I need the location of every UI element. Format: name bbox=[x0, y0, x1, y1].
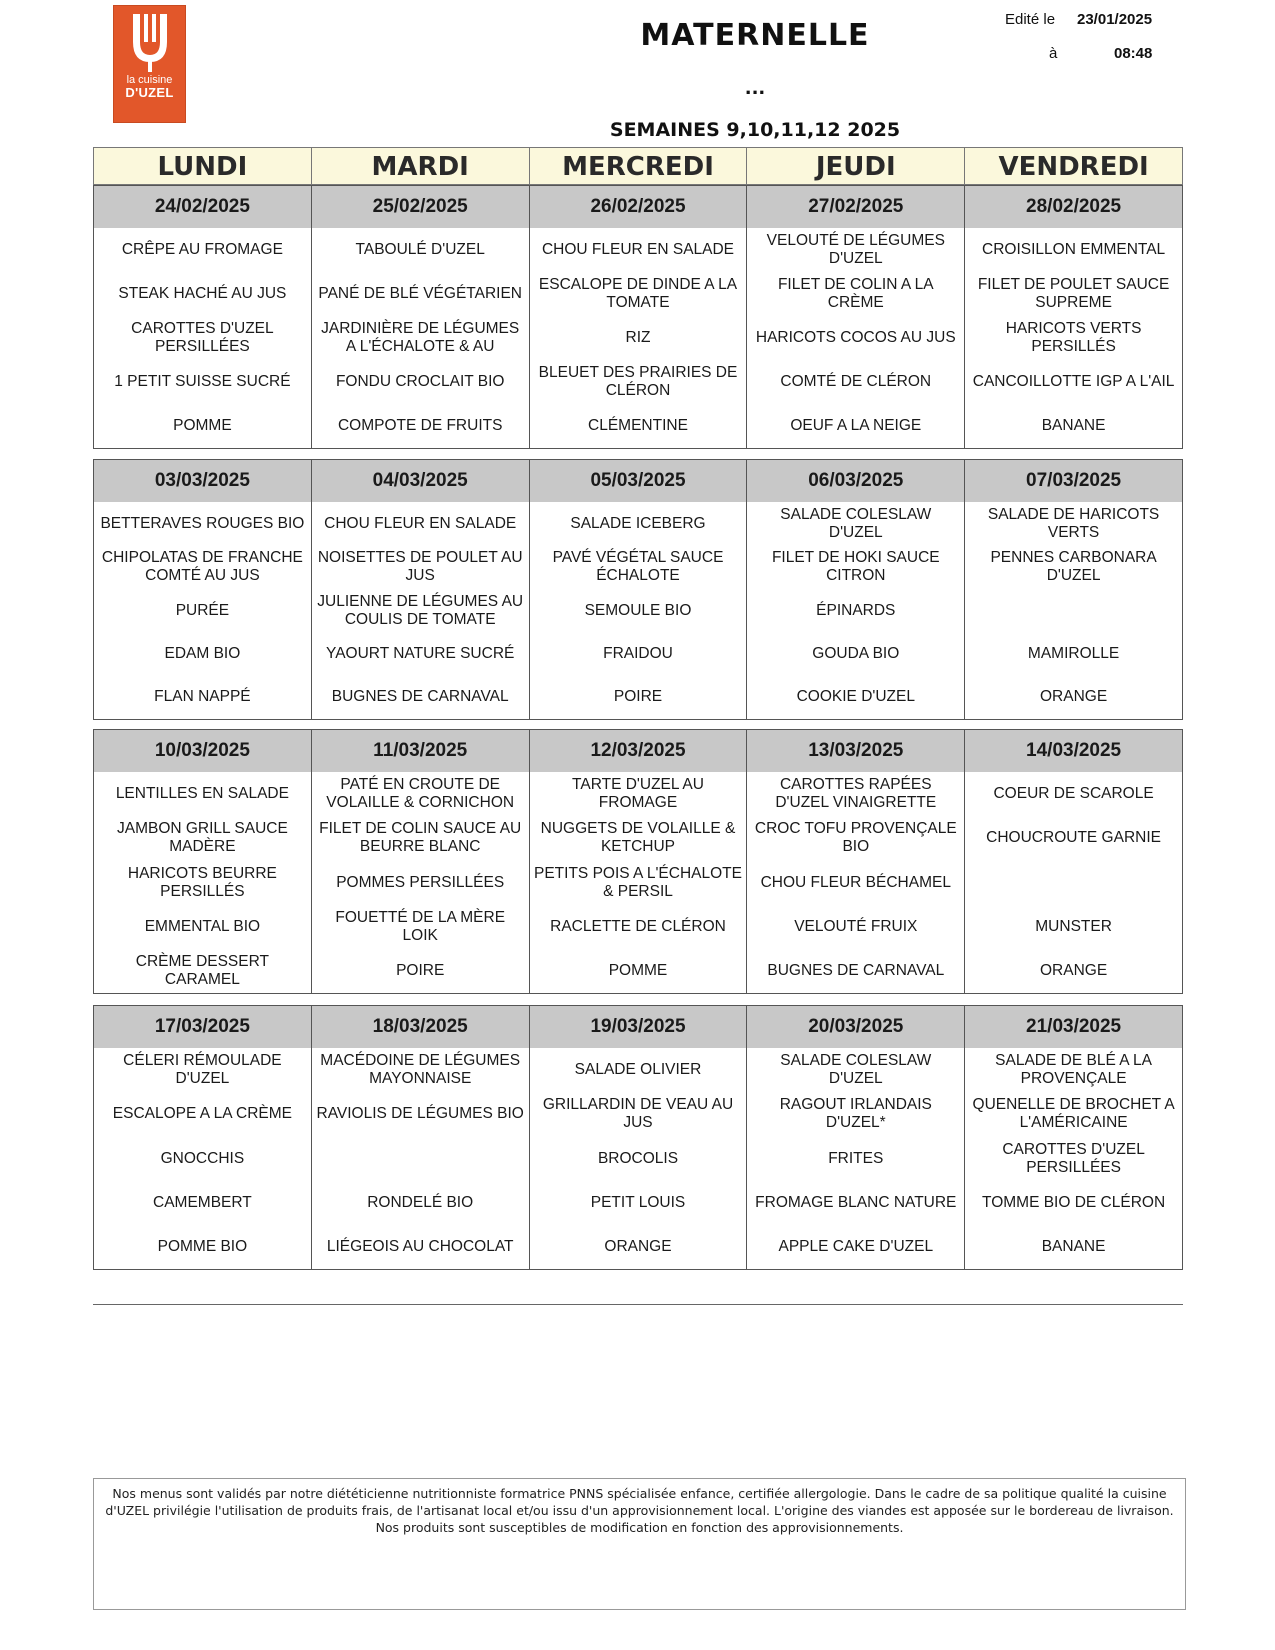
menu-item bbox=[965, 589, 1182, 632]
menu-item: CROISILLON EMMENTAL bbox=[982, 241, 1166, 258]
menu-item: RAGOUT IRLANDAIS D'UZEL* bbox=[779, 1096, 932, 1132]
menu-item: FRITES bbox=[828, 1149, 884, 1167]
menu-item: RIZ bbox=[625, 329, 651, 346]
day-date: 28/02/2025 bbox=[965, 186, 1182, 228]
day-header-monday: LUNDI bbox=[94, 148, 312, 184]
menu-item: POIRE bbox=[396, 961, 445, 979]
menu-item: CANCOILLOTTE IGP A L'AIL bbox=[972, 373, 1175, 390]
menu-item: CLÉMENTINE bbox=[588, 417, 688, 434]
logo-line-1: la cuisine bbox=[126, 74, 173, 86]
day-header-tuesday: MARDI bbox=[312, 148, 530, 184]
menu-item: CROC TOFU PROVENÇALE BIO bbox=[754, 820, 957, 856]
menu-item: BUGNES DE CARNAVAL bbox=[331, 688, 509, 706]
menu-item: SALADE COLESLAW D'UZEL bbox=[780, 1052, 932, 1088]
menu-item: SALADE ICEBERG bbox=[570, 514, 706, 532]
menu-item: PATÉ EN CROUTE DE VOLAILLE & CORNICHON bbox=[326, 776, 515, 812]
menu-item: HARICOTS BEURRE PERSILLÉS bbox=[127, 864, 277, 900]
menu-item: BETTERAVES ROUGES BIO bbox=[100, 514, 305, 532]
day-header-row bbox=[93, 147, 1183, 185]
menu-item: ESCALOPE DE DINDE A LA TOMATE bbox=[538, 276, 738, 311]
menu-item: ORANGE bbox=[1039, 961, 1108, 979]
menu-item: NUGGETS DE VOLAILLE & KETCHUP bbox=[540, 820, 736, 856]
day-column bbox=[94, 460, 312, 719]
day-date: 17/03/2025 bbox=[94, 1006, 311, 1048]
menu-item: PETITS POIS A L'ÉCHALOTE & PERSIL bbox=[534, 864, 742, 900]
day-column bbox=[312, 460, 530, 719]
menu-item: PURÉE bbox=[175, 601, 230, 619]
menu-item: QUENELLE DE BROCHET A L'AMÉRICAINE bbox=[972, 1096, 1175, 1132]
menu-item: GRILLARDIN DE VEAU AU JUS bbox=[542, 1096, 734, 1132]
menu-item: FROMAGE BLANC NATURE bbox=[755, 1193, 957, 1211]
menu-item: JAMBON GRILL SAUCE MADÈRE bbox=[116, 820, 288, 856]
menu-item: 1 PETIT SUISSE SUCRÉ bbox=[114, 373, 291, 390]
day-date: 06/03/2025 bbox=[747, 460, 964, 502]
menu-item: MACÉDOINE DE LÉGUMES MAYONNAISE bbox=[320, 1052, 521, 1088]
menu-item: POMME bbox=[608, 961, 668, 979]
day-column bbox=[965, 460, 1182, 719]
weeks-label: SEMAINES 9,10,11,12 2025 bbox=[609, 119, 901, 141]
footer-line-1: Nos menus sont validés par notre diététicienne nutritionniste formatrice PNNS spécialisée enfance, certifiée allergologie. Dans le cadre de sa politique qualité la cuisine bbox=[112, 1486, 1167, 1501]
day-date: 25/02/2025 bbox=[312, 186, 529, 228]
menu-item: CAROTTES RAPÉES D'UZEL VINAIGRETTE bbox=[775, 776, 937, 812]
menu-item: RONDELÉ BIO bbox=[367, 1193, 474, 1211]
divider bbox=[93, 1304, 1183, 1305]
menu-item: COMTÉ DE CLÉRON bbox=[780, 373, 932, 390]
edited-date: 23/01/2025 bbox=[1077, 11, 1153, 28]
menu-item: PETIT LOUIS bbox=[590, 1193, 686, 1211]
menu-item: RAVIOLIS DE LÉGUMES BIO bbox=[316, 1105, 524, 1123]
day-column bbox=[747, 460, 965, 719]
day-date: 10/03/2025 bbox=[94, 730, 311, 772]
menu-item: BROCOLIS bbox=[597, 1149, 679, 1167]
menu-item: MAMIROLLE bbox=[1027, 644, 1120, 662]
menu-item: POMME bbox=[173, 417, 232, 434]
menu-item: FLAN NAPPÉ bbox=[154, 688, 251, 706]
menu-item: ORANGE bbox=[604, 1237, 672, 1255]
day-column bbox=[94, 1006, 312, 1269]
day-header-wednesday: MERCREDI bbox=[530, 148, 748, 184]
menu-item: CHOUCROUTE GARNIE bbox=[986, 829, 1161, 847]
menu-item: JARDINIÈRE DE LÉGUMES A L'ÉCHALOTE & AU bbox=[321, 320, 520, 355]
day-column bbox=[94, 186, 312, 448]
day-column bbox=[747, 186, 965, 448]
menu-item: GOUDA BIO bbox=[812, 644, 900, 662]
menu-item: JULIENNE DE LÉGUMES AU COULIS DE TOMATE bbox=[317, 592, 524, 628]
menu-item: CAROTTES D'UZEL PERSILLÉES bbox=[1002, 1140, 1145, 1176]
day-column bbox=[747, 730, 965, 993]
menu-item: CRÊPE AU FROMAGE bbox=[121, 241, 283, 258]
week-block bbox=[93, 459, 1183, 720]
day-column bbox=[94, 730, 312, 993]
menu-item: SALADE OLIVIER bbox=[574, 1061, 702, 1079]
menu-item: POIRE bbox=[613, 688, 663, 706]
menu-item: SALADE DE HARICOTS VERTS bbox=[987, 505, 1160, 541]
menu-item: OEUF A LA NEIGE bbox=[790, 417, 922, 434]
day-column bbox=[965, 1006, 1182, 1269]
menu-item bbox=[312, 1136, 529, 1180]
menu-item: FONDU CROCLAIT BIO bbox=[335, 373, 505, 390]
menu-item: TARTE D'UZEL AU FROMAGE bbox=[572, 776, 704, 812]
menu-item: ORANGE bbox=[1039, 688, 1108, 706]
menu-item: GNOCCHIS bbox=[160, 1149, 245, 1167]
day-column bbox=[965, 730, 1182, 993]
day-column bbox=[312, 186, 530, 448]
menu-item: HARICOTS VERTS PERSILLÉS bbox=[1005, 320, 1142, 355]
edited-label: Edité le bbox=[1005, 11, 1056, 28]
day-date: 21/03/2025 bbox=[965, 1006, 1182, 1048]
menu-item: TOMME BIO DE CLÉRON bbox=[982, 1193, 1166, 1211]
menu-item: CÉLERI RÉMOULADE D'UZEL bbox=[123, 1052, 282, 1088]
menu-item: VELOUTÉ DE LÉGUMES D'UZEL bbox=[766, 232, 945, 267]
menu-item: RACLETTE DE CLÉRON bbox=[550, 917, 726, 935]
footer-note bbox=[93, 1478, 1186, 1610]
menu-item: LENTILLES EN SALADE bbox=[115, 785, 289, 803]
day-header-thursday: JEUDI bbox=[747, 148, 965, 184]
menu-item: POMMES PERSILLÉES bbox=[336, 873, 505, 891]
logo bbox=[113, 5, 186, 123]
menu-item: PANÉ DE BLÉ VÉGÉTARIEN bbox=[318, 285, 522, 302]
menu-item: ÉPINARDS bbox=[816, 601, 896, 619]
menu-item: PAVÉ VÉGÉTAL SAUCE ÉCHALOTE bbox=[552, 549, 724, 585]
day-date: 14/03/2025 bbox=[965, 730, 1182, 772]
menu-item: CHOU FLEUR BÉCHAMEL bbox=[760, 873, 951, 891]
menu-item: NOISETTES DE POULET AU JUS bbox=[317, 549, 523, 585]
menu-item: SEMOULE BIO bbox=[584, 601, 692, 619]
day-date: 20/03/2025 bbox=[747, 1006, 964, 1048]
menu-item: LIÉGEOIS AU CHOCOLAT bbox=[326, 1237, 514, 1255]
menu-item: FILET DE POULET SAUCE SUPREME bbox=[977, 276, 1170, 311]
menu-item: CHOU FLEUR EN SALADE bbox=[324, 514, 517, 532]
menu-item: CHOU FLEUR EN SALADE bbox=[541, 241, 735, 258]
week-block bbox=[93, 185, 1183, 449]
menu-item: CAMEMBERT bbox=[153, 1193, 252, 1211]
menu-item: CAROTTES D'UZEL PERSILLÉES bbox=[131, 320, 274, 355]
menu-item: BLEUET DES PRAIRIES DE CLÉRON bbox=[538, 364, 738, 399]
menu-item: POMME BIO bbox=[157, 1237, 248, 1255]
day-header-friday: VENDREDI bbox=[998, 152, 1149, 182]
day-date: 11/03/2025 bbox=[312, 730, 529, 772]
day-date: 12/03/2025 bbox=[530, 730, 747, 772]
page-title: MATERNELLE bbox=[640, 18, 870, 53]
day-column bbox=[530, 730, 748, 993]
menu-item: MUNSTER bbox=[1035, 917, 1112, 935]
menu-item: STEAK HACHÉ AU JUS bbox=[118, 285, 287, 302]
menu-item: EDAM BIO bbox=[164, 644, 241, 662]
week-block bbox=[93, 729, 1183, 994]
day-date: 26/02/2025 bbox=[530, 186, 747, 228]
fork-icon bbox=[127, 12, 173, 72]
day-date: 27/02/2025 bbox=[747, 186, 964, 228]
footer-line-2: d'UZEL privilégie l'utilisation de produits frais, de l'artisanat local et/ou issu d'un approvisionnement local. L'origine des viandes est apposée sur le bordereau de livraison. bbox=[105, 1503, 1174, 1518]
menu-item: SALADE DE BLÉ A LA PROVENÇALE bbox=[995, 1052, 1152, 1088]
menu-item: FOUETTÉ DE LA MÈRE LOIK bbox=[335, 908, 506, 944]
menu-item: FILET DE COLIN A LA CRÈME bbox=[777, 276, 934, 311]
day-date: 05/03/2025 bbox=[530, 460, 747, 502]
day-date: 19/03/2025 bbox=[530, 1006, 747, 1048]
menu-item: COOKIE D'UZEL bbox=[796, 688, 915, 706]
day-column bbox=[530, 1006, 748, 1269]
menu-item: PENNES CARBONARA D'UZEL bbox=[990, 549, 1157, 585]
day-date: 18/03/2025 bbox=[312, 1006, 529, 1048]
menu-item: FRAIDOU bbox=[603, 644, 673, 662]
day-date: 24/02/2025 bbox=[94, 186, 311, 228]
day-column bbox=[312, 730, 530, 993]
menu-item: ESCALOPE A LA CRÈME bbox=[112, 1105, 292, 1123]
menu-item: BANANE bbox=[1041, 1237, 1106, 1255]
day-column bbox=[965, 186, 1182, 448]
menu-item: SALADE COLESLAW D'UZEL bbox=[780, 505, 932, 541]
day-date: 04/03/2025 bbox=[312, 460, 529, 502]
menu-item: COMPOTE DE FRUITS bbox=[337, 417, 503, 434]
menu-item: COEUR DE SCAROLE bbox=[993, 785, 1154, 803]
day-column bbox=[530, 186, 748, 448]
menu-item: VELOUTÉ FRUIX bbox=[794, 917, 918, 935]
day-date: 13/03/2025 bbox=[747, 730, 964, 772]
day-column bbox=[530, 460, 748, 719]
menu-item: FILET DE COLIN SAUCE AU BEURRE BLANC bbox=[319, 820, 522, 856]
menu-item: CHIPOLATAS DE FRANCHE COMTÉ AU JUS bbox=[101, 549, 303, 585]
menu-item: EMMENTAL BIO bbox=[144, 917, 261, 935]
menu-item: BANANE bbox=[1041, 417, 1106, 434]
at-label: à bbox=[1049, 45, 1058, 62]
menu-item: CRÈME DESSERT CARAMEL bbox=[135, 952, 269, 988]
menu-item: YAOURT NATURE SUCRÉ bbox=[326, 644, 515, 662]
day-date: 07/03/2025 bbox=[965, 460, 1182, 502]
menu-item: APPLE CAKE D'UZEL bbox=[778, 1237, 934, 1255]
day-column bbox=[747, 1006, 965, 1269]
menu-item: BUGNES DE CARNAVAL bbox=[767, 961, 945, 979]
menu-item: FILET DE HOKI SAUCE CITRON bbox=[771, 549, 940, 585]
menu-item bbox=[965, 860, 1182, 904]
subtitle-dots: ... bbox=[744, 78, 766, 99]
week-block bbox=[93, 1005, 1183, 1270]
day-column bbox=[312, 1006, 530, 1269]
footer-line-3: Nos produits sont susceptibles de modification en fonction des approvisionnements. bbox=[375, 1520, 904, 1535]
day-date: 03/03/2025 bbox=[94, 460, 311, 502]
menu-item: HARICOTS COCOS AU JUS bbox=[755, 329, 956, 346]
logo-line-2: D'UZEL bbox=[125, 85, 174, 100]
menu-item: TABOULÉ D'UZEL bbox=[355, 241, 485, 258]
edited-time: 08:48 bbox=[1114, 45, 1153, 62]
